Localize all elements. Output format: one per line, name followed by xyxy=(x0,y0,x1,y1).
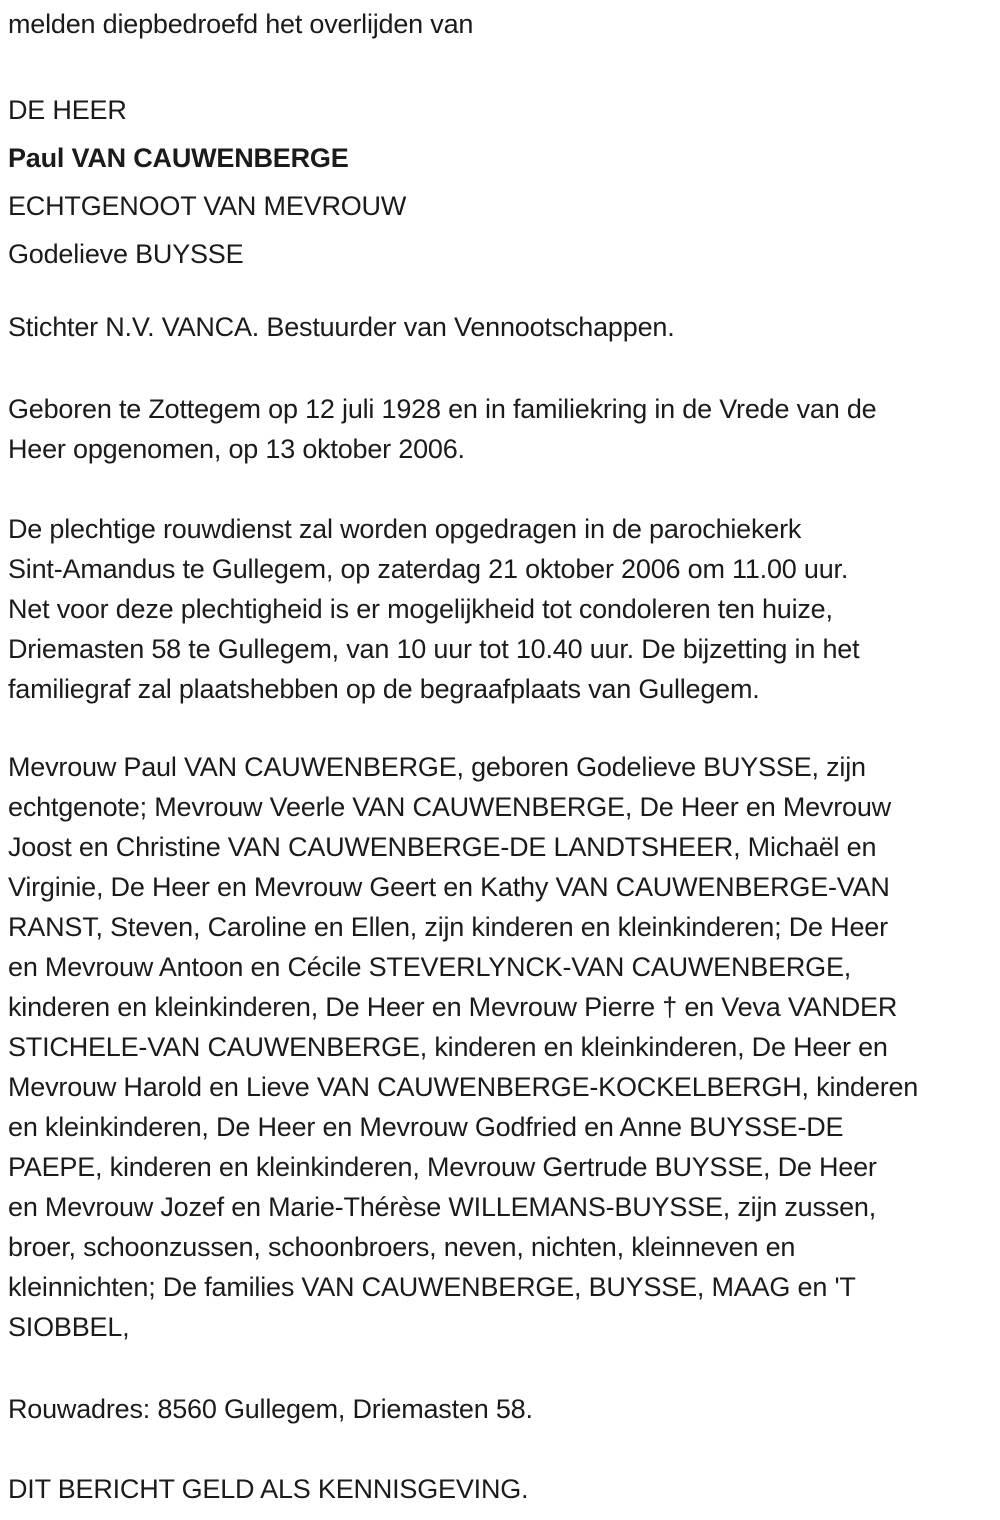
family-line: PAEPE, kinderen en kleinkinderen, Mevrouw Gertrude BUYSSE, De Heer xyxy=(8,1152,877,1182)
relation-line: ECHTGENOOT VAN MEVROUW xyxy=(8,191,407,221)
mourning-address-line: Rouwadres: 8560 Gullegem, Driemasten 58. xyxy=(8,1394,533,1424)
titles-line: Stichter N.V. VANCA. Bestuurder van Vennootschappen. xyxy=(8,312,675,342)
family-line: RANST, Steven, Caroline en Ellen, zijn kinderen en kleinkinderen; De Heer xyxy=(8,912,888,942)
family-line: Mevrouw Paul VAN CAUWENBERGE, geboren Godelieve BUYSSE, zijn xyxy=(8,752,866,782)
family-line: Joost en Christine VAN CAUWENBERGE-DE LANDTSHEER, Michaël en xyxy=(8,832,877,862)
family-line: en Mevrouw Jozef en Marie-Thérèse WILLEMANS-BUYSSE, zijn zussen, xyxy=(8,1192,877,1222)
deceased-header xyxy=(8,86,992,278)
family-line: echtgenote; Mevrouw Veerle VAN CAUWENBERGE, De Heer en Mevrouw xyxy=(8,792,891,822)
life-dates-paragraph xyxy=(8,389,992,469)
intro-paragraph xyxy=(8,4,992,44)
family-line: kinderen en kleinkinderen, De Heer en Mevrouw Pierre † en Veva VANDER xyxy=(8,992,898,1022)
closing-line: DIT BERICHT GELD ALS KENNISGEVING. xyxy=(8,1474,529,1504)
deceased-name: Paul VAN CAUWENBERGE xyxy=(8,143,349,173)
service-line: De plechtige rouwdienst zal worden opgedragen in de parochiekerk xyxy=(8,514,802,544)
family-line: Virginie, De Heer en Mevrouw Geert en Kathy VAN CAUWENBERGE-VAN xyxy=(8,872,890,902)
service-line: familiegraf zal plaatshebben op de begraafplaats van Gullegem. xyxy=(8,674,760,704)
closing-paragraph xyxy=(8,1469,992,1509)
service-line: Sint-Amandus te Gullegem, op zaterdag 21 oktober 2006 om 11.00 uur. xyxy=(8,554,849,584)
family-line: en Mevrouw Antoon en Cécile STEVERLYNCK-VAN CAUWENBERGE, xyxy=(8,952,852,982)
intro-line: melden diepbedroefd het overlijden van xyxy=(8,9,474,39)
salutation: DE HEER xyxy=(8,95,127,125)
family-line: kleinnichten; De families VAN CAUWENBERGE, BUYSSE, MAAG en 'T xyxy=(8,1272,856,1302)
spouse-name: Godelieve BUYSSE xyxy=(8,239,244,269)
life-dates-line: Heer opgenomen, op 13 oktober 2006. xyxy=(8,434,465,464)
titles-paragraph xyxy=(8,307,992,347)
mourning-address-paragraph xyxy=(8,1389,992,1429)
family-line: Mevrouw Harold en Lieve VAN CAUWENBERGE-KOCKELBERGH, kinderen xyxy=(8,1072,919,1102)
service-line: Driemasten 58 te Gullegem, van 10 uur tot 10.40 uur. De bijzetting in het xyxy=(8,634,860,664)
family-line: en kleinkinderen, De Heer en Mevrouw Godfried en Anne BUYSSE-DE xyxy=(8,1112,844,1142)
service-line: Net voor deze plechtigheid is er mogelijkheid tot condoleren ten huize, xyxy=(8,594,833,624)
family-line: SIOBBEL, xyxy=(8,1312,130,1342)
family-line: broer, schoonzussen, schoonbroers, neven, nichten, kleinneven en xyxy=(8,1232,796,1262)
family-paragraph xyxy=(8,747,992,1347)
service-paragraph xyxy=(8,509,992,709)
family-line: STICHELE-VAN CAUWENBERGE, kinderen en kleinkinderen, De Heer en xyxy=(8,1032,888,1062)
life-dates-line: Geboren te Zottegem op 12 juli 1928 en in familiekring in de Vrede van de xyxy=(8,394,877,424)
